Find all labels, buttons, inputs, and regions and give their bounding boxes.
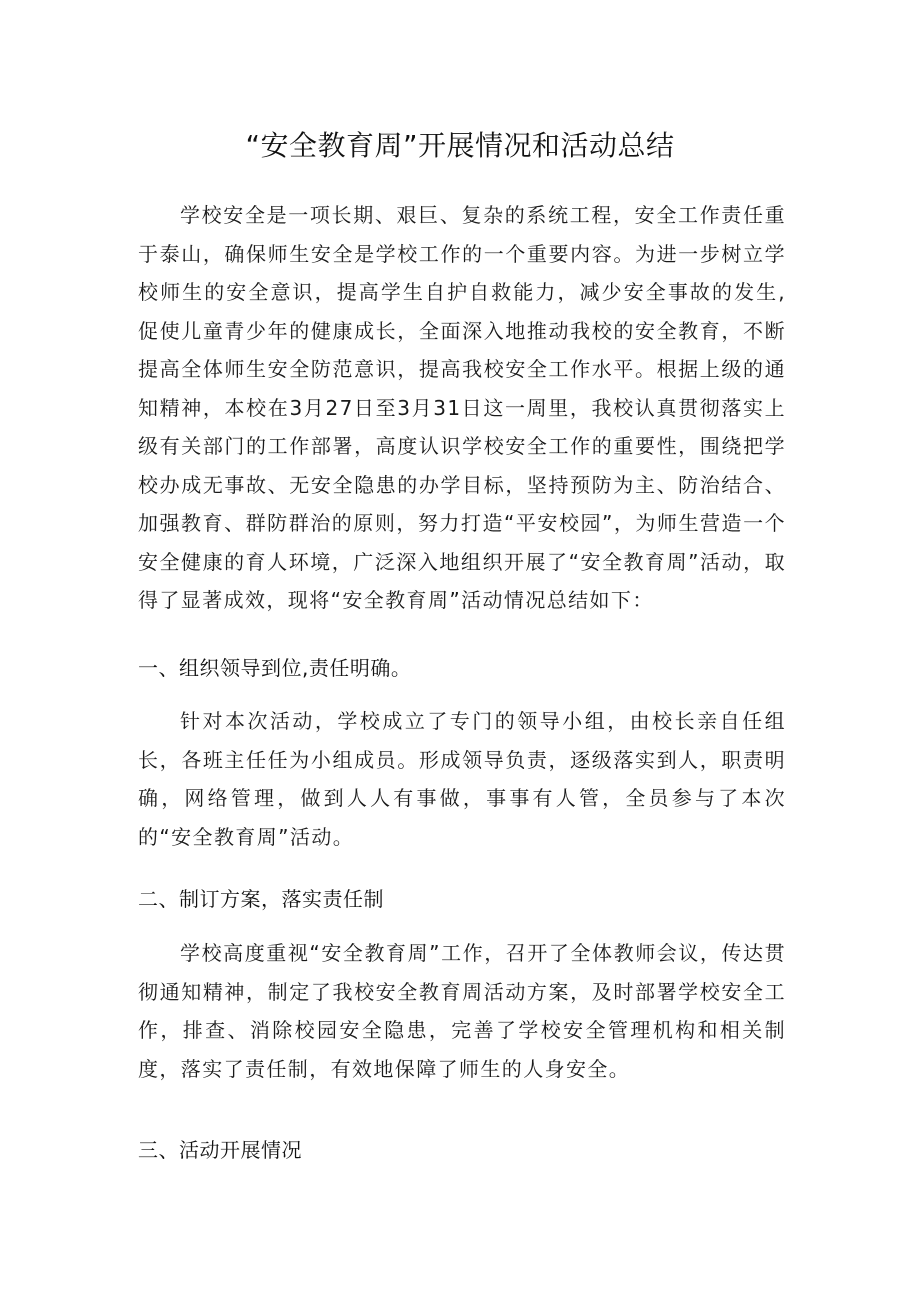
section-heading-1: 一、组织领导到位,责任明确。 — [138, 656, 412, 680]
section-body-1: 针对本次活动，学校成立了专门的领导小组，由校长亲自任组长，各班主任任为小组成员。形成领导负责，逐级落实到人，职责明确，网络管理，做到人人有事做，事事有人管，全员参与了本次的“安全教育周”活动。 — [138, 709, 786, 849]
intro-paragraph: 学校安全是一项长期、艰巨、复杂的系统工程，安全工作责任重于泰山，确保师生安全是学校工作的一个重要内容。为进一步树立学校师生的安全意识，提高学生自护自救能力，减少安全事故的发生,促使儿童青少年的健康成长，全面深入地推动我校的安全教育，不断提高全体师生安全防范意识，提高我校安全工作水平。根据上级的通知精神，本校在3月27日至3月31日这一周里，我校认真贯彻落实上级有关部门的工作部署，高度认识学校安全工作的重要性，围绕把学校办成无事故、无安全隐患的办学目标，坚持预防为主、防治结合、加强教育、群防群治的原则，努力打造“平安校园”，为师生营造一个安全健康的育人环境，广泛深入地组织开展了“安全教育周”活动，取得了显著成效，现将“安全教育周”活动情况总结如下： — [138, 203, 786, 612]
document-title: “安全教育周”开展情况和活动总结 — [245, 129, 675, 162]
section-heading-3: 三、活动开展情况 — [138, 1138, 302, 1162]
section-heading-2: 二、制订方案，落实责任制 — [138, 887, 384, 911]
section-body-2: 学校高度重视“安全教育周”工作，召开了全体教师会议，传达贯彻通知精神，制定了我校安全教育周活动方案，及时部署学校安全工作，排查、消除校园安全隐患，完善了学校安全管理机构和相关制度，落实了责任制，有效地保障了师生的人身安全。 — [138, 941, 786, 1081]
